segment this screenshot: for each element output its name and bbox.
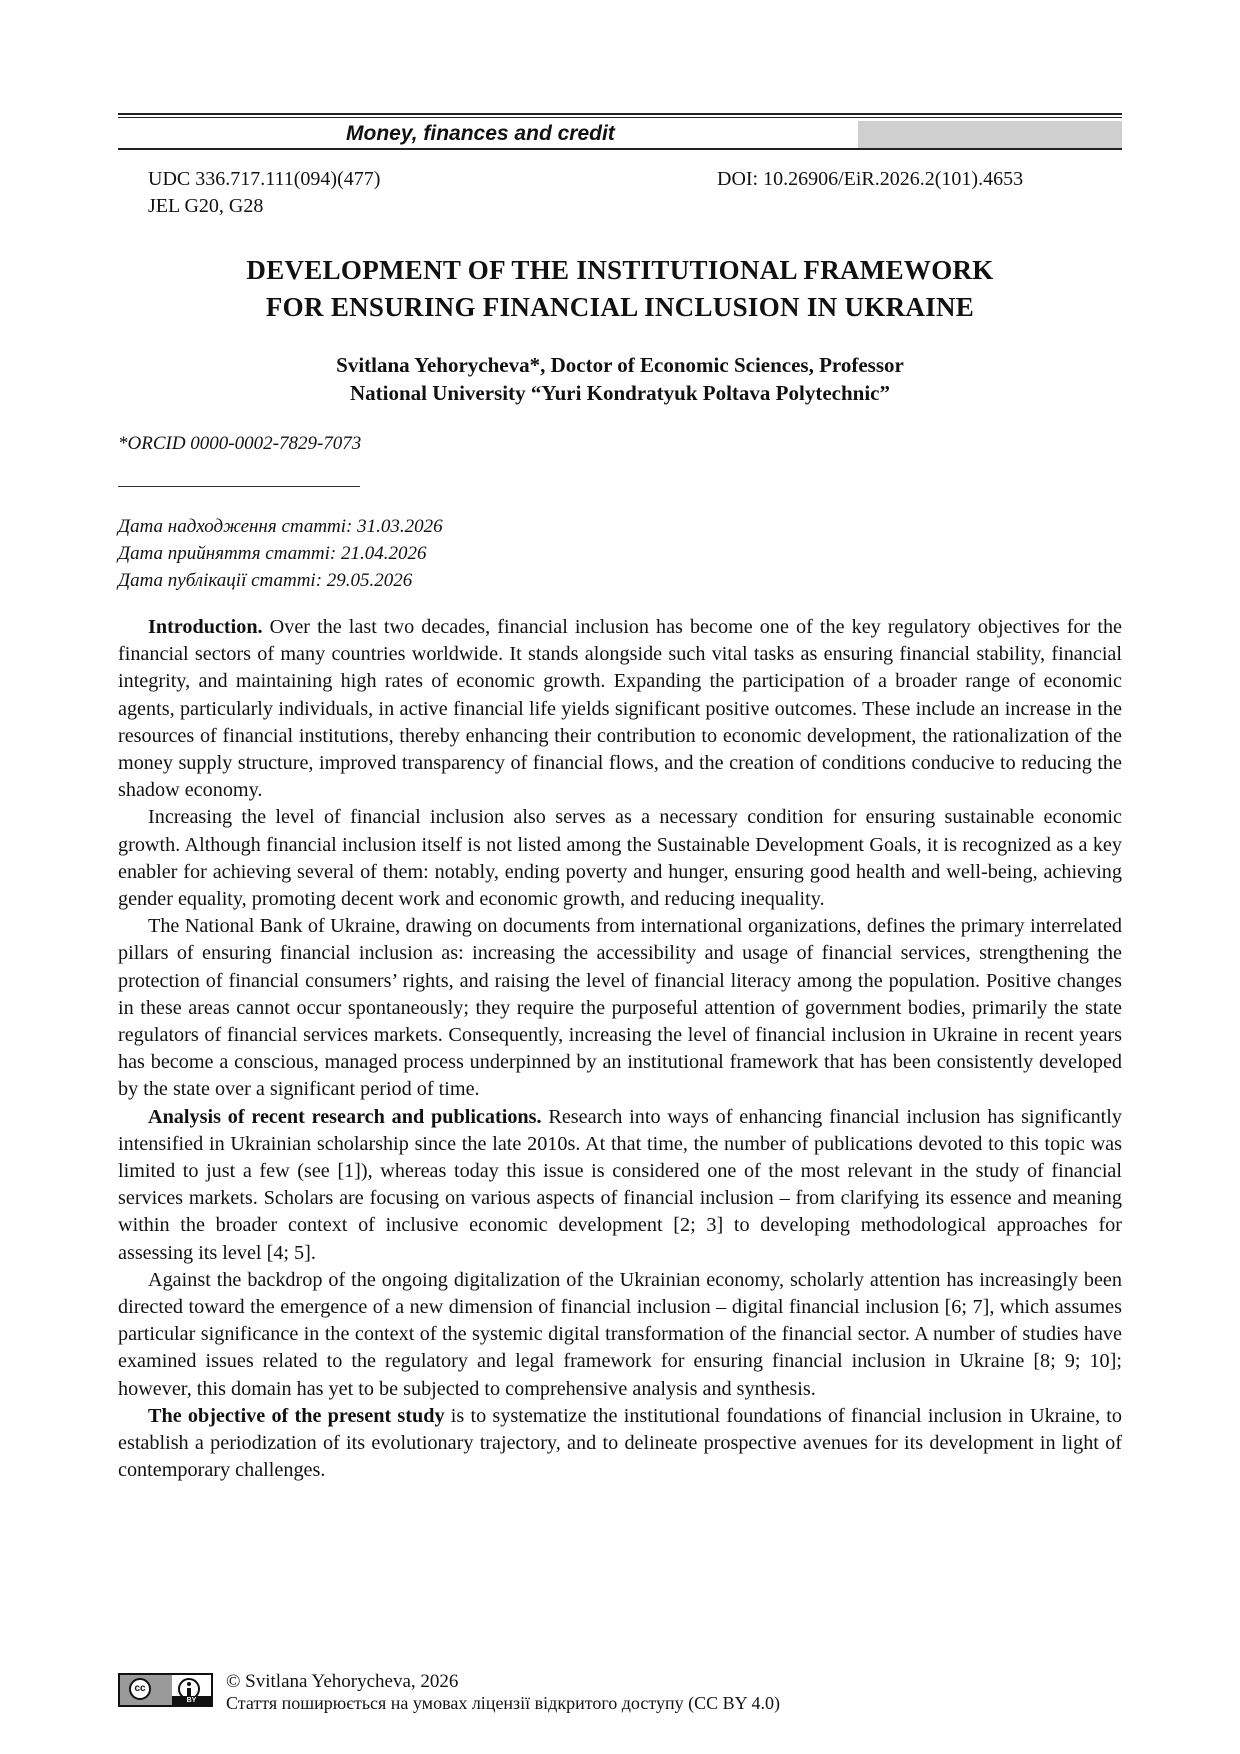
paragraph-3: The National Bank of Ukraine, drawing on documents from international organizations, defines the primary interrelated pillars of ensuring financial inclusion as: increasing the accessibility and usage of financial services, strengthening the protection of financial consumers’ rights, and raising the level of financial literacy among the population. Positive changes in these areas cannot occur spontaneously; they require the purposeful attention of government bodies, primarily the state regulators of financial services markets. Consequently, increasing the level of financial inclusion in Ukraine in recent years has become a conscious, managed process underpinned by an institutional framework that has been consistently developed by the state over a significant period of time.: [118, 915, 1122, 1101]
paragraph-objective: [118, 1403, 1122, 1485]
title-line-1: DEVELOPMENT OF THE INSTITUTIONAL FRAMEWORK: [246, 255, 994, 285]
author-block: [118, 351, 1122, 407]
license-block: [118, 1671, 818, 1725]
license-terms: Стаття поширюється на умовах ліцензії відкритого доступу (CC BY 4.0): [226, 1693, 780, 1713]
paragraph-analysis: [118, 1104, 1122, 1267]
cc-logo-icon: cc: [129, 1678, 151, 1700]
cc-by-badge-icon: [118, 1673, 213, 1707]
copyright-line: © Svitlana Yehorycheva, 2026: [226, 1671, 459, 1692]
analysis-text: Research into ways of enhancing financial inclusion has significantly intensified in Ukrainian scholarship since the late 2010s. At that time, the number of publications devoted to this topic was limited to just a few (see [1]), whereas today this issue is considered one of the most relevant in the study of financial services markets. Scholars are focusing on various aspects of financial inclusion – from clarifying its essence and meaning within the broader context of inclusive economic development [2; 3] to developing methodological approaches for assessing its level [4; 5].: [118, 1105, 1122, 1264]
header-top-rule-1: [118, 113, 1122, 115]
title-line-2: FOR ENSURING FINANCIAL INCLUSION IN UKRAINE: [265, 292, 975, 322]
objective-heading: The objective of the present study: [148, 1404, 445, 1427]
header-bottom-rule: [118, 148, 1122, 150]
section-header: [118, 121, 1122, 148]
author-line: Svitlana Yehorycheva*, Doctor of Economic Sciences, Professor: [336, 353, 904, 377]
paper-title: [118, 252, 1122, 326]
section-header-grey: [858, 121, 1122, 148]
article-body: [118, 614, 1122, 1485]
affiliation-line: National University “Yuri Kondratyuk Poltava Polytechnic”: [350, 381, 890, 405]
by-label: BY: [172, 1696, 211, 1705]
paragraph-introduction: [118, 614, 1122, 804]
date-received: Дата надходження статті: 31.03.2026: [118, 516, 443, 537]
jel-code: JEL G20, G28: [148, 195, 264, 217]
objective-text: is to systematize the institutional foundations of financial inclusion in Ukraine, to establish a periodization of its evolutionary trajectory, and to delineate prospective avenues for its development in light of contemporary challenges.: [118, 1404, 1123, 1482]
footnote-rule: [118, 486, 360, 487]
paragraph-2: Increasing the level of financial inclusion also serves as a necessary condition for ensuring sustainable economic growth. Although financial inclusion itself is not listed among the Sustainable Development Goals, it is recognized as a key enabler for achieving several of them: notably, ending poverty and hunger, ensuring good health and well-being, achieving gender equality, promoting decent work and economic growth, and reducing inequality.: [118, 806, 1122, 911]
header-top-rule-2: [118, 117, 1122, 118]
section-title: Money, finances and credit: [346, 122, 615, 145]
paragraph-5: Against the backdrop of the ongoing digitalization of the Ukrainian economy, scholarly attention has increasingly been directed toward the emergence of a new dimension of financial inclusion – digital financial inclusion [6; 7], which assumes particular significance in the context of the systemic digital transformation of the financial sector. A number of studies have examined issues related to the regulatory and legal framework for ensuring financial inclusion in Ukraine [8; 9; 10]; however, this domain has yet to be subjected to comprehensive analysis and synthesis.: [118, 1268, 1122, 1400]
analysis-heading: Analysis of recent research and publications.: [148, 1105, 542, 1128]
udc-code: UDC 336.717.111(094)(477): [148, 168, 381, 190]
date-accepted: Дата прийняття статті: 21.04.2026: [118, 543, 427, 564]
introduction-heading: Introduction.: [148, 616, 263, 638]
date-published: Дата публікації статті: 29.05.2026: [118, 570, 413, 591]
doi: DOI: 10.26906/EiR.2026.2(101).4653: [717, 168, 1024, 190]
orcid: *ORCID 0000-0002-7829-7073: [118, 433, 362, 454]
introduction-text: Over the last two decades, financial inclusion has become one of the key regulatory objectives for the financial sectors of many countries worldwide. It stands alongside such vital tasks as ensuring financial stability, financial integrity, and maintaining high rates of economic growth. Expanding the participation of a broader range of economic agents, particularly individuals, in active financial life yields significant positive outcomes. These include an increase in the resources of financial institutions, thereby enhancing their contribution to economic development, the rationalization of the money supply structure, improved transparency of financial flows, and the creation of conditions conducive to reducing the shadow economy.: [118, 616, 1122, 802]
article-dates: [118, 513, 443, 594]
